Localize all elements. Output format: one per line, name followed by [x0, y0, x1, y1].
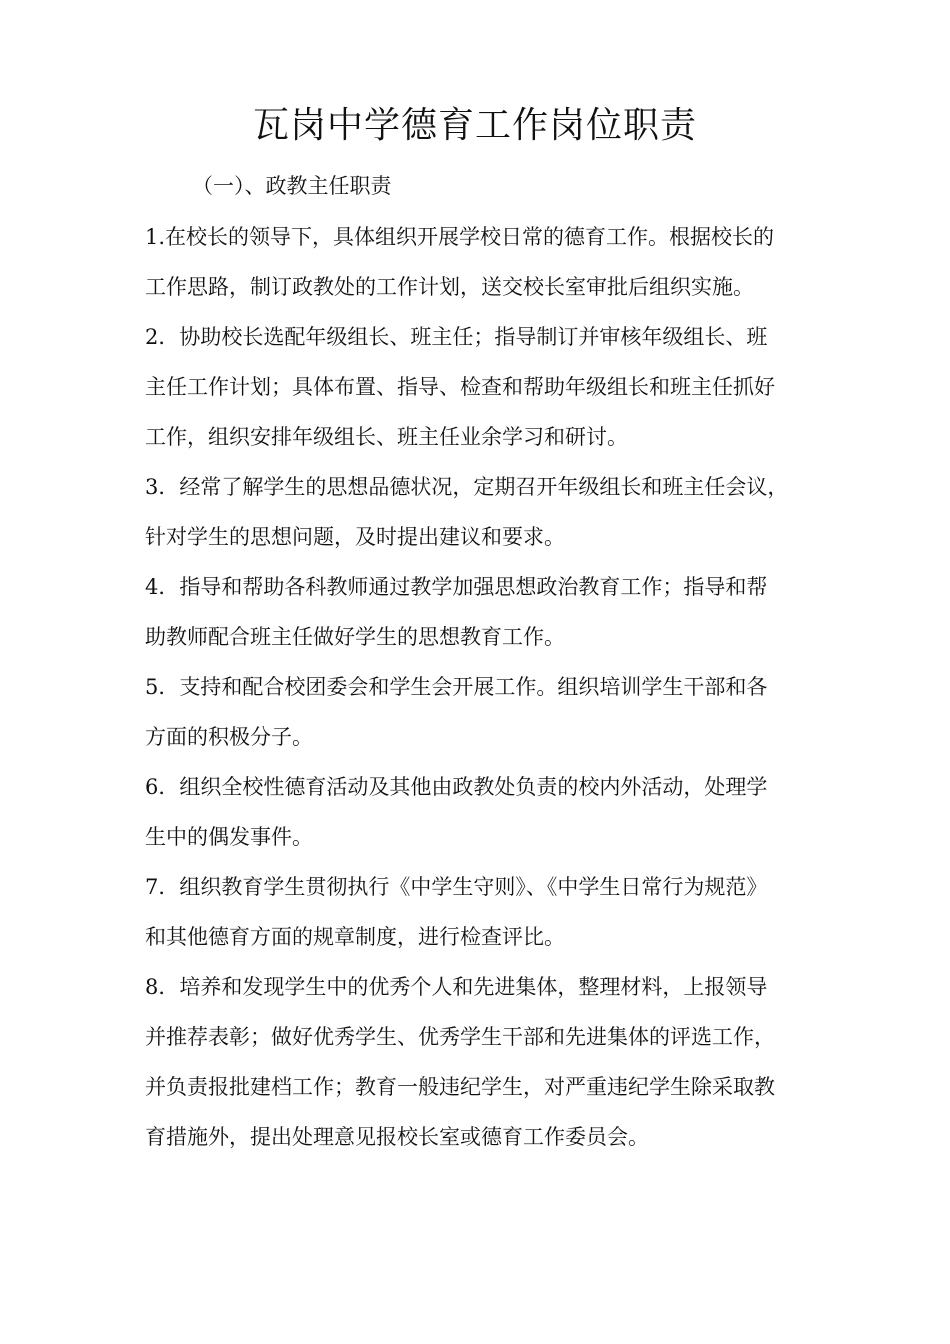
paragraph-line: 4．指导和帮助各科教师通过教学加强思想政治教育工作；指导和帮 — [145, 575, 768, 599]
paragraph-5 — [145, 662, 813, 762]
paragraph-line: 2．协助校长选配年级组长、班主任；指导制订并审核年级组长、班 — [145, 325, 768, 349]
paragraph-line: 1.在校长的领导下，具体组织开展学校日常的德育工作。根据校长的 — [145, 225, 775, 249]
section-heading: （一）、政教主任职责 — [192, 174, 392, 198]
paragraph-line: 并负责报批建档工作；教育一般违纪学生，对严重违纪学生除采取教 — [145, 1075, 775, 1099]
paragraph-6 — [145, 762, 813, 862]
paragraph-line: 方面的积极分子。 — [145, 725, 313, 749]
paragraph-line: 生中的偶发事件。 — [145, 825, 313, 849]
paragraph-2 — [145, 312, 813, 462]
paragraph-line: 助教师配合班主任做好学生的思想教育工作。 — [145, 625, 565, 649]
paragraph-line: 主任工作计划；具体布置、指导、检查和帮助年级组长和班主任抓好 — [145, 375, 775, 399]
paragraph-line: 3．经常了解学生的思想品德状况，定期召开年级组长和班主任会议， — [145, 475, 789, 499]
paragraph-line: 6．组织全校性德育活动及其他由政教处负责的校内外活动，处理学 — [145, 775, 768, 799]
paragraph-line: 和其他德育方面的规章制度，进行检查评比。 — [145, 925, 565, 949]
paragraph-line: 并推荐表彰；做好优秀学生、优秀学生干部和先进集体的评选工作， — [145, 1025, 775, 1049]
paragraph-4 — [145, 562, 813, 662]
paragraph-line: 8．培养和发现学生中的优秀个人和先进集体，整理材料，上报领导 — [145, 975, 768, 999]
document-body — [145, 212, 813, 1162]
paragraph-line: 针对学生的思想问题，及时提出建议和要求。 — [145, 525, 565, 549]
paragraph-line: 育措施外，提出处理意见报校长室或德育工作委员会。 — [145, 1125, 649, 1149]
paragraph-3 — [145, 462, 813, 562]
paragraph-1 — [145, 212, 813, 312]
paragraph-line: 7．组织教育学生贯彻执行《中学生守则》、《中学生日常行为规范》 — [145, 875, 768, 899]
document-title: 瓦岗中学德育工作岗位职责 — [252, 105, 697, 146]
paragraph-line: 5．支持和配合校团委会和学生会开展工作。组织培训学生干部和各 — [145, 675, 768, 699]
paragraph-line: 工作思路，制订政教处的工作计划，送交校长室审批后组织实施。 — [145, 275, 754, 299]
paragraph-8 — [145, 962, 813, 1162]
paragraph-line: 工作，组织安排年级组长、班主任业余学习和研讨。 — [145, 425, 628, 449]
paragraph-7 — [145, 862, 813, 962]
